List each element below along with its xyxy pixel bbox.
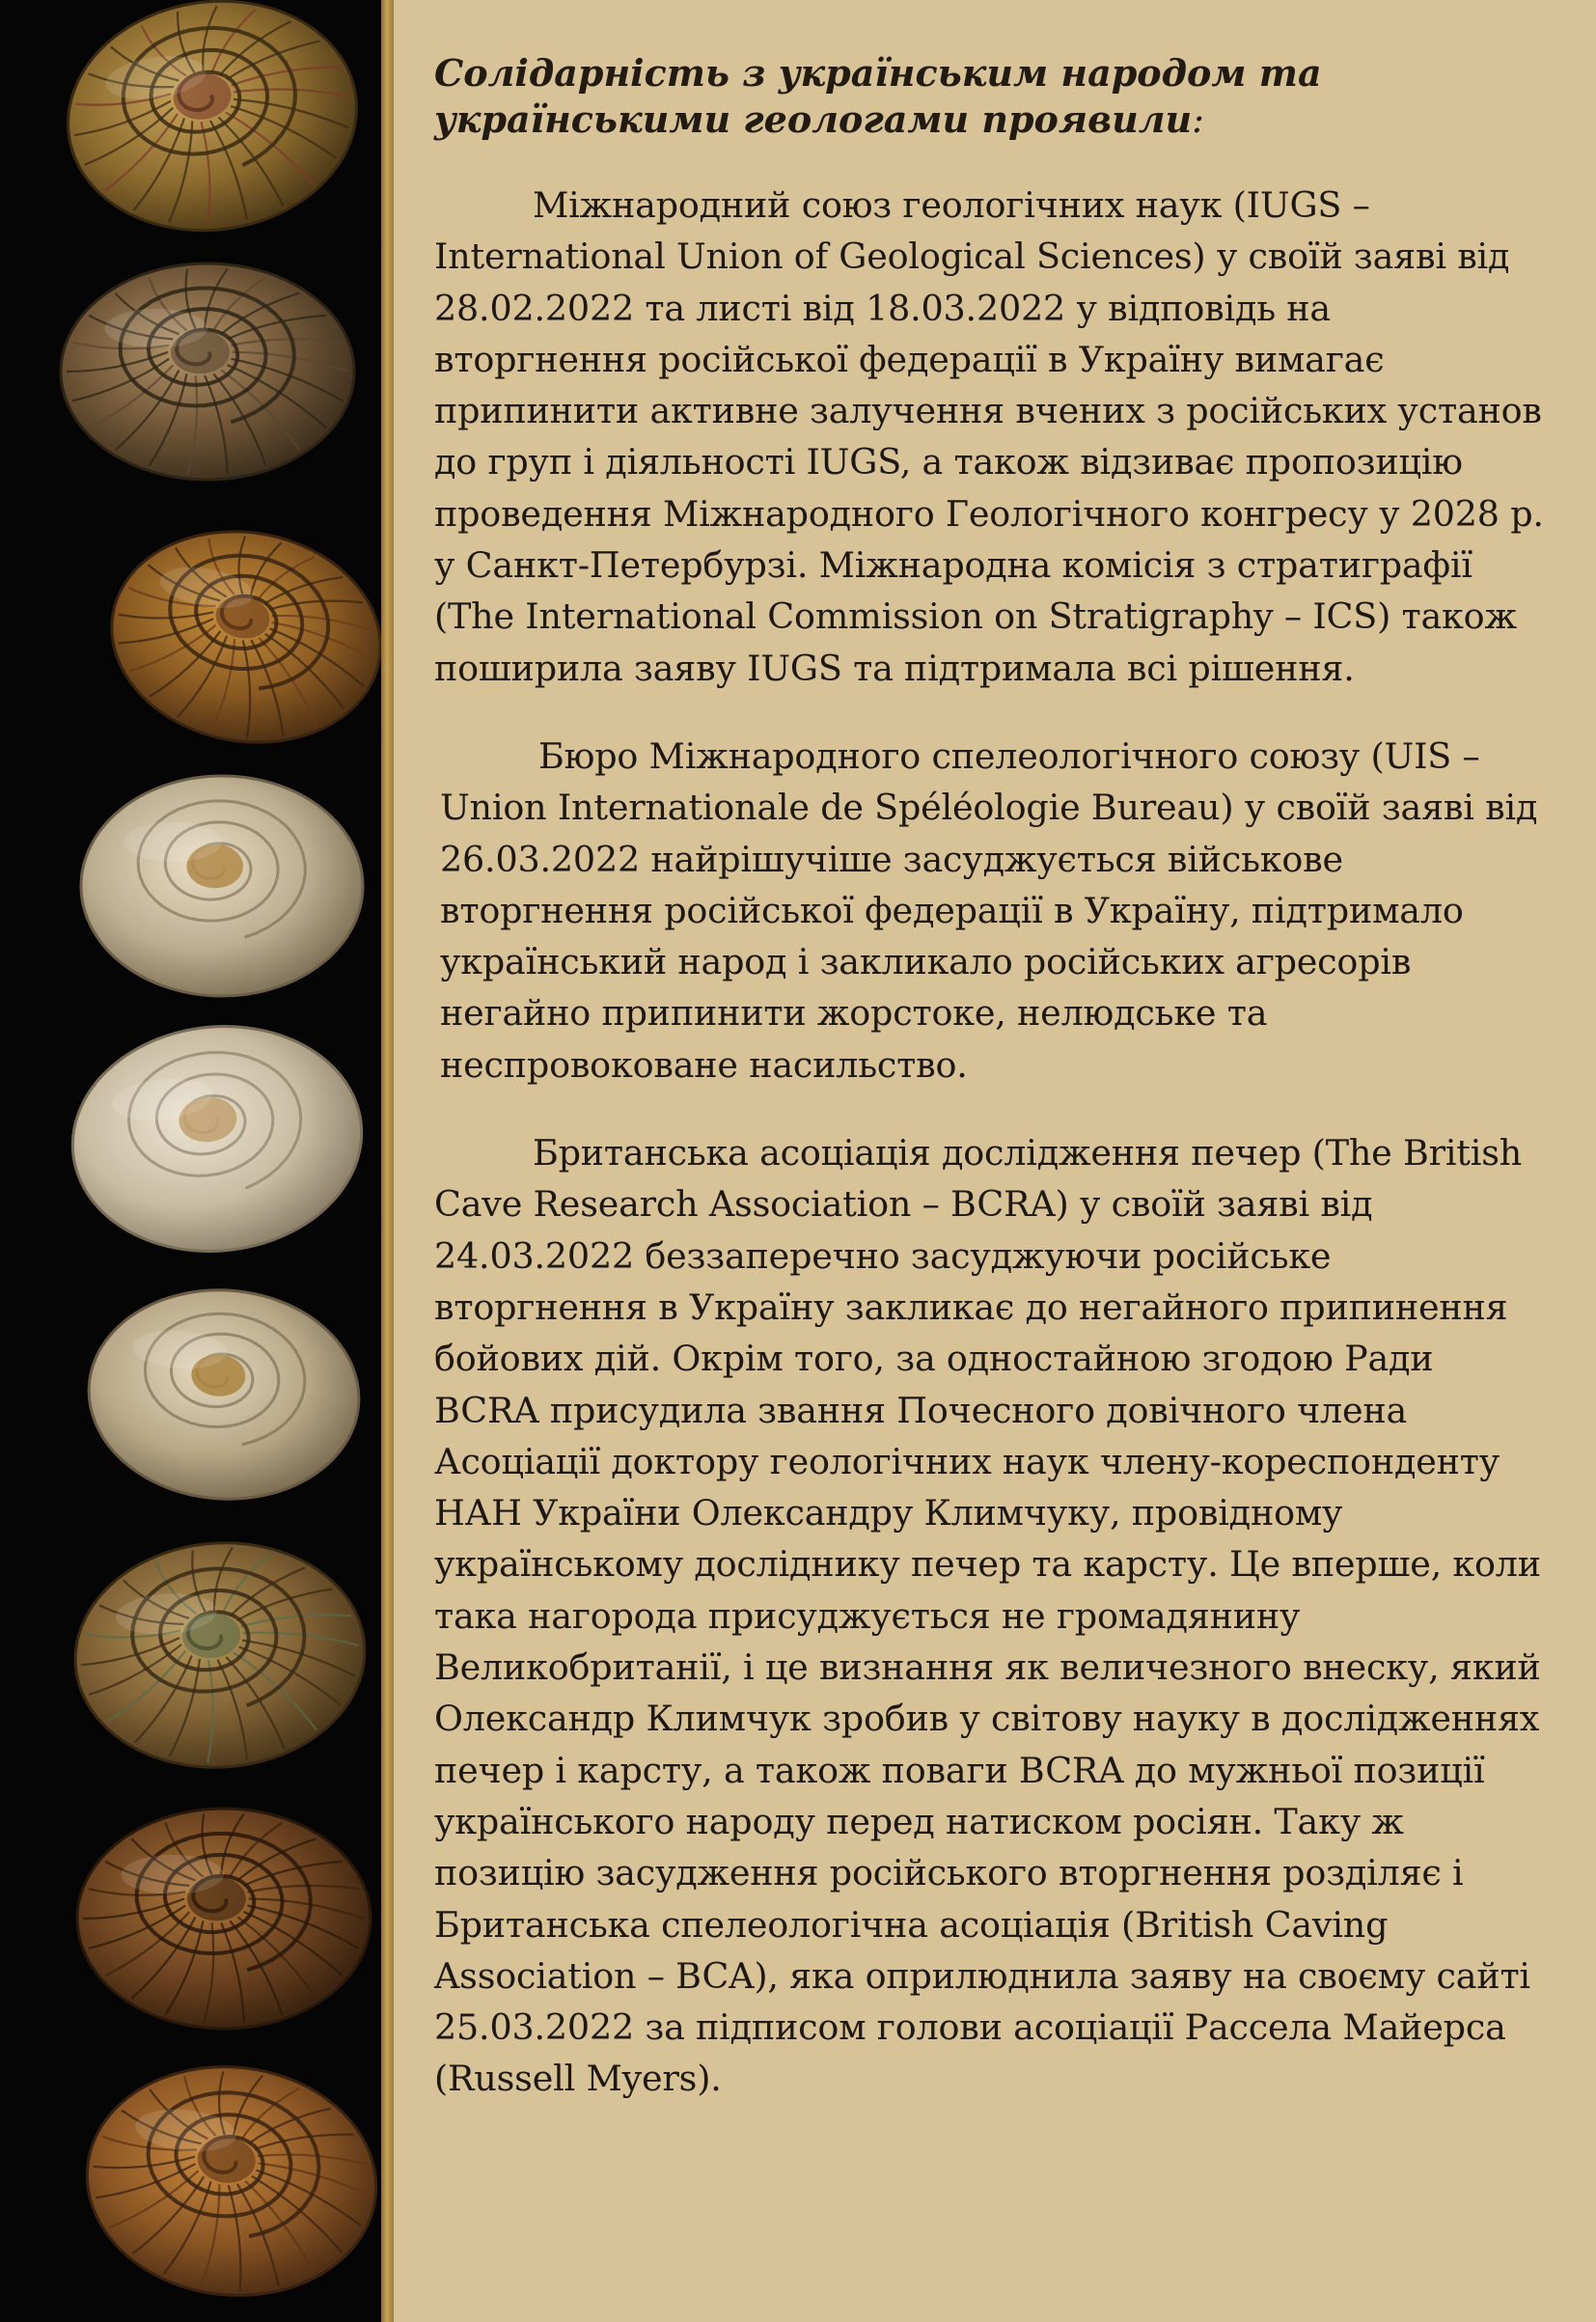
paragraph-uis: Бюро Міжнародного спелеологічного союзу (UIS – Union Internationale de Spéléologie Bureau) у своїй заяві від 26.03.2022 найрішучіше засуджується військове вторгнення російської федерації в Україну, підтримало український народ і закликало російських агресорів негайно припинити жорстоке, нелюдське та неспровоковане насильство. <box>440 734 1538 1086</box>
paragraph-iugs: Міжнародний союз геологічних наук (IUGS – International Union of Geological Sciences) у своїй заяві від 28.02.2022 та листі від 18.03.2022 у відповідь на вторгнення російської федерації в Україну вимагає припинити активне залучення вчених з російських установ до груп і діяльності IUGS, а також відзиває пропозицію проведення Міжнародного Геологічного конгресу у 2028 р. у Санкт-Петербурзі. Міжнародна комісія з стратиграфії (The International Commission on Stratigraphy – ICS) також поширила заяву IUGS та підтримала всі рішення. <box>434 184 1544 689</box>
section-heading-text: Солідарність з українським народом та українськими геологами проявили <box>434 51 1322 141</box>
fossil-strip <box>0 0 381 2322</box>
section-heading <box>434 50 1544 143</box>
gold-divider <box>381 0 394 2322</box>
ammonite-3-fossil <box>95 511 381 762</box>
fossil-column-image <box>0 0 381 2322</box>
ammonite-6-fossil <box>82 1281 366 1507</box>
ammonite-9-fossil <box>75 2053 381 2309</box>
ammonite-7-fossil <box>68 1534 371 1777</box>
section-heading-colon: : <box>1192 98 1204 141</box>
ammonite-2-fossil <box>61 263 354 480</box>
ammonite-5-fossil <box>62 1012 373 1265</box>
article-text <box>434 50 1544 2142</box>
ammonite-8-fossil <box>77 1809 371 2029</box>
ammonite-4-fossil <box>81 776 363 996</box>
ammonite-1-fossil <box>53 0 371 249</box>
paragraph-bcra: Британська асоціація дослідження печер (The British Cave Research Association – BCRA) у своїй заяві від 24.03.2022 беззаперечно засуджуючи російське вторгнення в Україну закликає до негайного припинення бойових дій. Окрім того, за одностайною згодою Ради BCRA присудила звання Почесного довічного члена Асоціації доктору геологічних наук члену-кореспонденту НАН України Олександру Климчуку, провідному українському досліднику печер та карсту. Це вперше, коли така нагорода присуджується не громадянину Великобританії, і це визнання як величезного внеску, який Олександр Климчук зробив у світову науку в дослідженнях печер і карсту, а також поваги BCRA до мужньої позиції українського народу перед натиском росіян. Таку ж позицію засудження російського вторгнення розділяє і Британська спелеологічна асоціація (British Caving Association – BCA), яка оприлюднила заяву на своєму сайті 25.03.2022 за підписом голови асоціації Рассела Майерса (Russell Myers). <box>434 1132 1541 2100</box>
